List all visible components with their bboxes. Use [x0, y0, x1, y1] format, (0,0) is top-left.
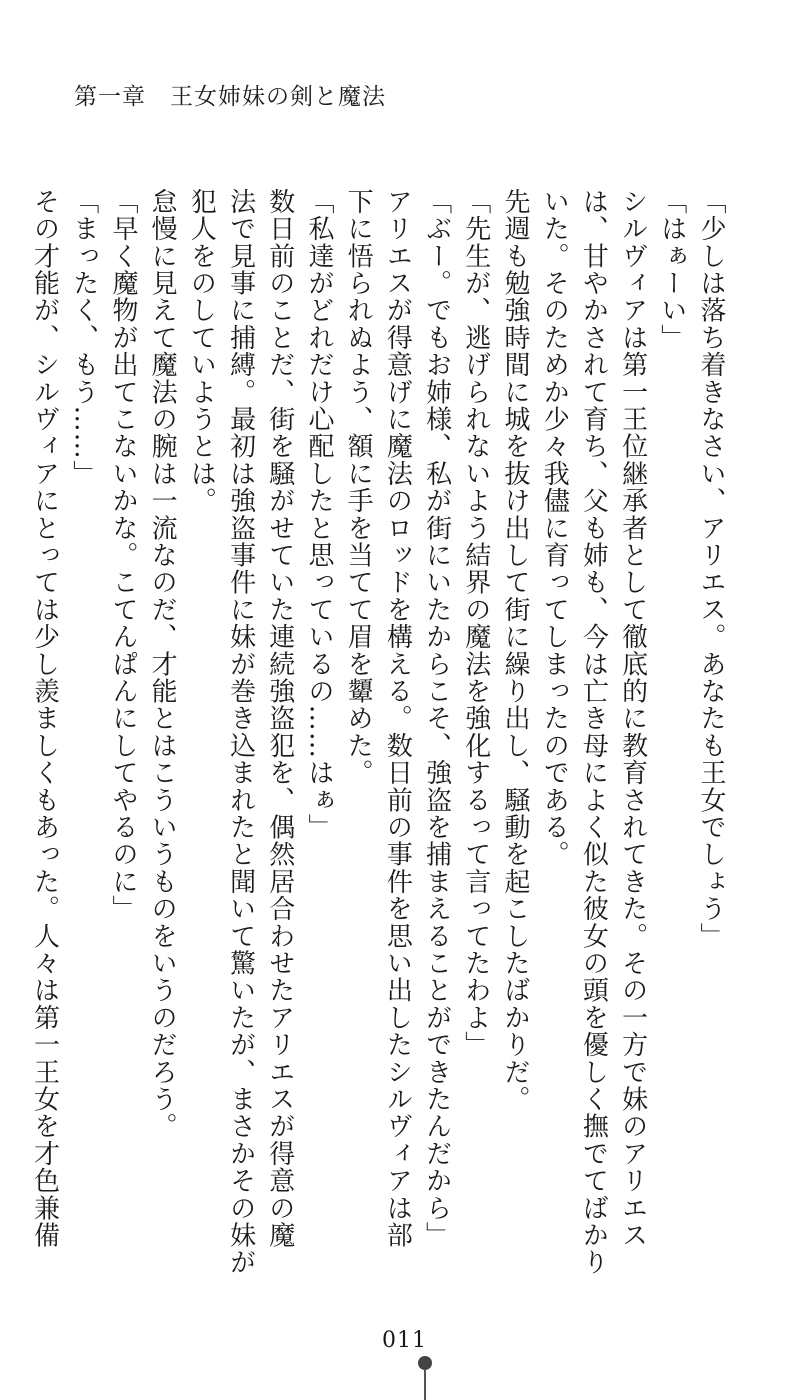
page-marker-dot: [418, 1356, 432, 1370]
text-line: アリエスが得意げに魔法のロッドを構える。数日前の事件を思い出したシルヴィアは部: [382, 188, 413, 1249]
text-line: 「ぶー。でもお姉様、私が街にいたからこそ、強盗を捕まえることができたんだから」: [421, 188, 452, 1249]
text-line: 下に悟られぬよう、額に手を当てて眉を顰めた。: [343, 188, 374, 787]
page-marker-line: [424, 1370, 426, 1400]
text-line: 「先生が、逃げられないよう結界の魔法を強化するって言ってたわよ」: [460, 188, 491, 1059]
text-line: その才能が、シルヴィアにとっては少し羨ましくもあった。人々は第一王女を才色兼備: [29, 188, 60, 1249]
text-line: 「まったく、もう……」: [68, 188, 99, 488]
body-text: [29, 188, 730, 1276]
text-line: 数日前のことだ、街を騒がせていた連続強盗犯を、偶然居合わせたアリエスが得意の魔: [264, 188, 295, 1249]
text-line: 「私達がどれだけ心配したと思っているの……はぁ」: [303, 188, 334, 841]
text-line: は、甘やかされて育ち、父も姉も、今は亡き母によく似た彼女の頭を優しく撫でてばかり: [578, 188, 609, 1276]
text-line: 「はぁーい」: [656, 188, 687, 352]
chapter-header: 第一章 王女姉妹の剣と魔法: [74, 84, 386, 110]
text-line: 先週も勉強時間に城を抜け出して街に繰り出し、騒動を起こしたばかりだ。: [499, 188, 530, 1113]
page-number: 011: [382, 1328, 427, 1353]
text-line: いた。そのためか少々我儘に育ってしまったのである。: [539, 188, 570, 868]
text-line: 「少しは落ち着きなさい、アリエス。あなたも王女でしょう」: [696, 188, 726, 950]
text-line: 法で見事に捕縛。最初は強盗事件に妹が巻き込まれたと聞いて驚いたが、まさかその妹が: [225, 188, 256, 1276]
text-line: シルヴィアは第一王位継承者として徹底的に教育されてきた。その一方で妹のアリエス: [617, 188, 648, 1249]
text-line: 犯人をのしていようとは。: [186, 188, 217, 515]
text-line: 怠慢に見えて魔法の腕は一流なのだ、才能とはこういうものをいうのだろう。: [147, 188, 178, 1140]
text-line: 「早く魔物が出てこないかな。こてんぱんにしてやるのに」: [107, 188, 138, 923]
